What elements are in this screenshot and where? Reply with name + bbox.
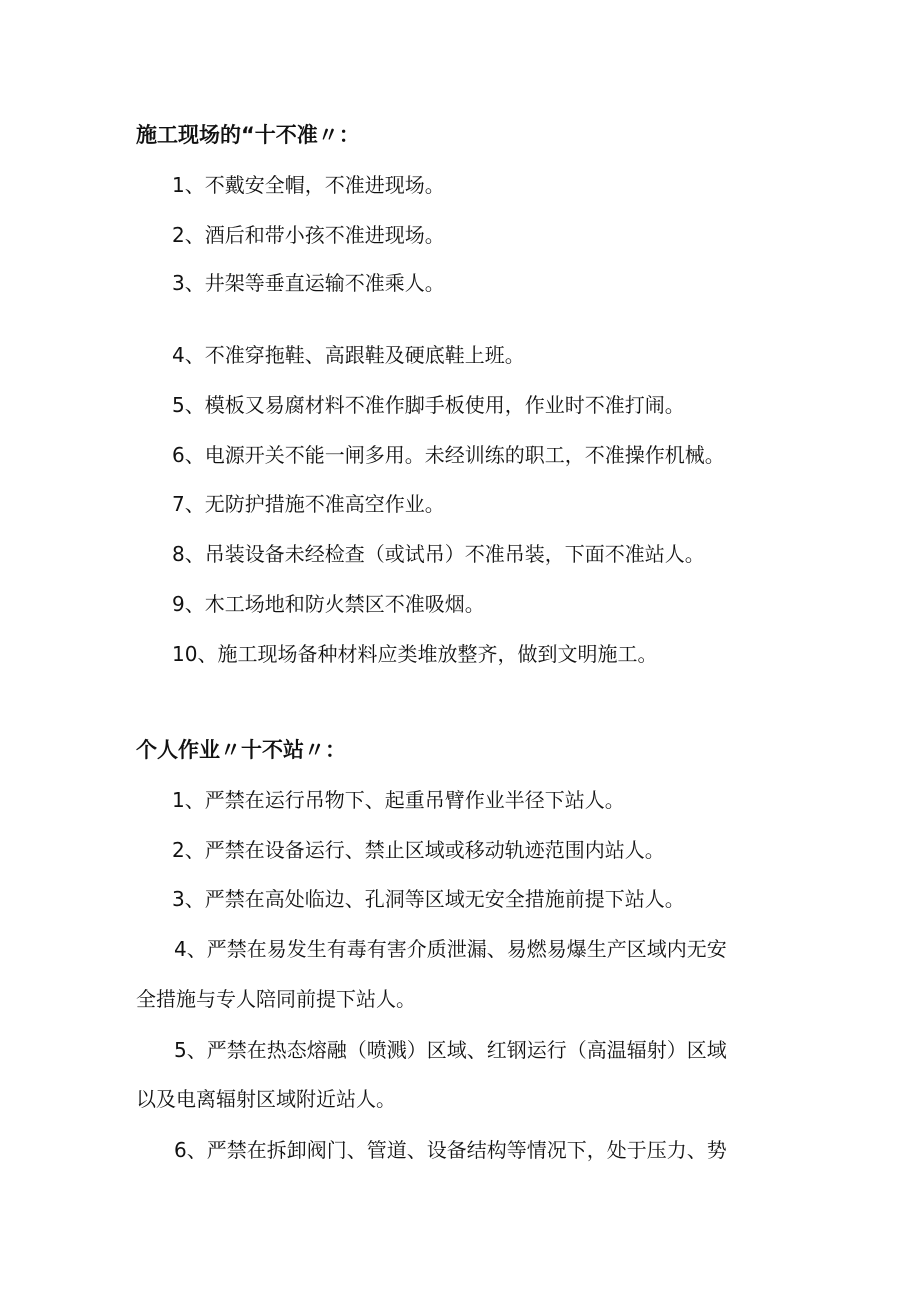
list-item: 2、严禁在设备运行、禁止区域或移动轨迹范围内站人。 xyxy=(172,838,665,862)
list-item: 3、井架等垂直运输不准乘人。 xyxy=(172,271,445,295)
list-item: 8、吊装设备未经检查（或试吊）不准吊装，下面不准站人。 xyxy=(172,542,705,566)
list-item: 4、严禁在易发生有毒有害介质泄漏、易燃易爆生产区域内无安 xyxy=(174,937,727,961)
list-item: 5、模板又易腐材料不准作脚手板使用，作业时不准打闹。 xyxy=(172,393,685,417)
section-heading-ten-no-stand: 个人作业〃十不站〃： xyxy=(136,738,346,762)
list-item: 5、严禁在热态熔融（喷溅）区域、红钢运行（高温辐射）区域 xyxy=(174,1038,727,1062)
list-item: 1、不戴安全帽，不准进现场。 xyxy=(172,173,445,197)
list-item: 6、电源开关不能一闸多用。未经训练的职工，不准操作机械。 xyxy=(172,443,725,467)
list-item: 6、严禁在拆卸阀门、管道、设备结构等情况下，处于压力、势 xyxy=(174,1138,727,1162)
list-item: 4、不准穿拖鞋、高跟鞋及硬底鞋上班。 xyxy=(172,343,525,367)
list-item: 9、木工场地和防火禁区不准吸烟。 xyxy=(172,592,485,616)
list-item: 2、酒后和带小孩不准进现场。 xyxy=(172,223,445,247)
list-item: 10、施工现场备种材料应类堆放整齐，做到文明施工。 xyxy=(172,642,658,666)
section-heading-ten-prohibitions: 施工现场的“十不准〃： xyxy=(136,123,360,147)
list-item: 3、严禁在高处临边、孔洞等区域无安全措施前提下站人。 xyxy=(172,887,685,911)
list-item-continuation: 全措施与专人陪同前提下站人。 xyxy=(136,987,416,1011)
list-item: 1、严禁在运行吊物下、起重吊臂作业半径下站人。 xyxy=(172,788,625,812)
list-item-continuation: 以及电离辐射区域附近站人。 xyxy=(136,1087,396,1111)
list-item: 7、无防护措施不准高空作业。 xyxy=(172,492,445,516)
